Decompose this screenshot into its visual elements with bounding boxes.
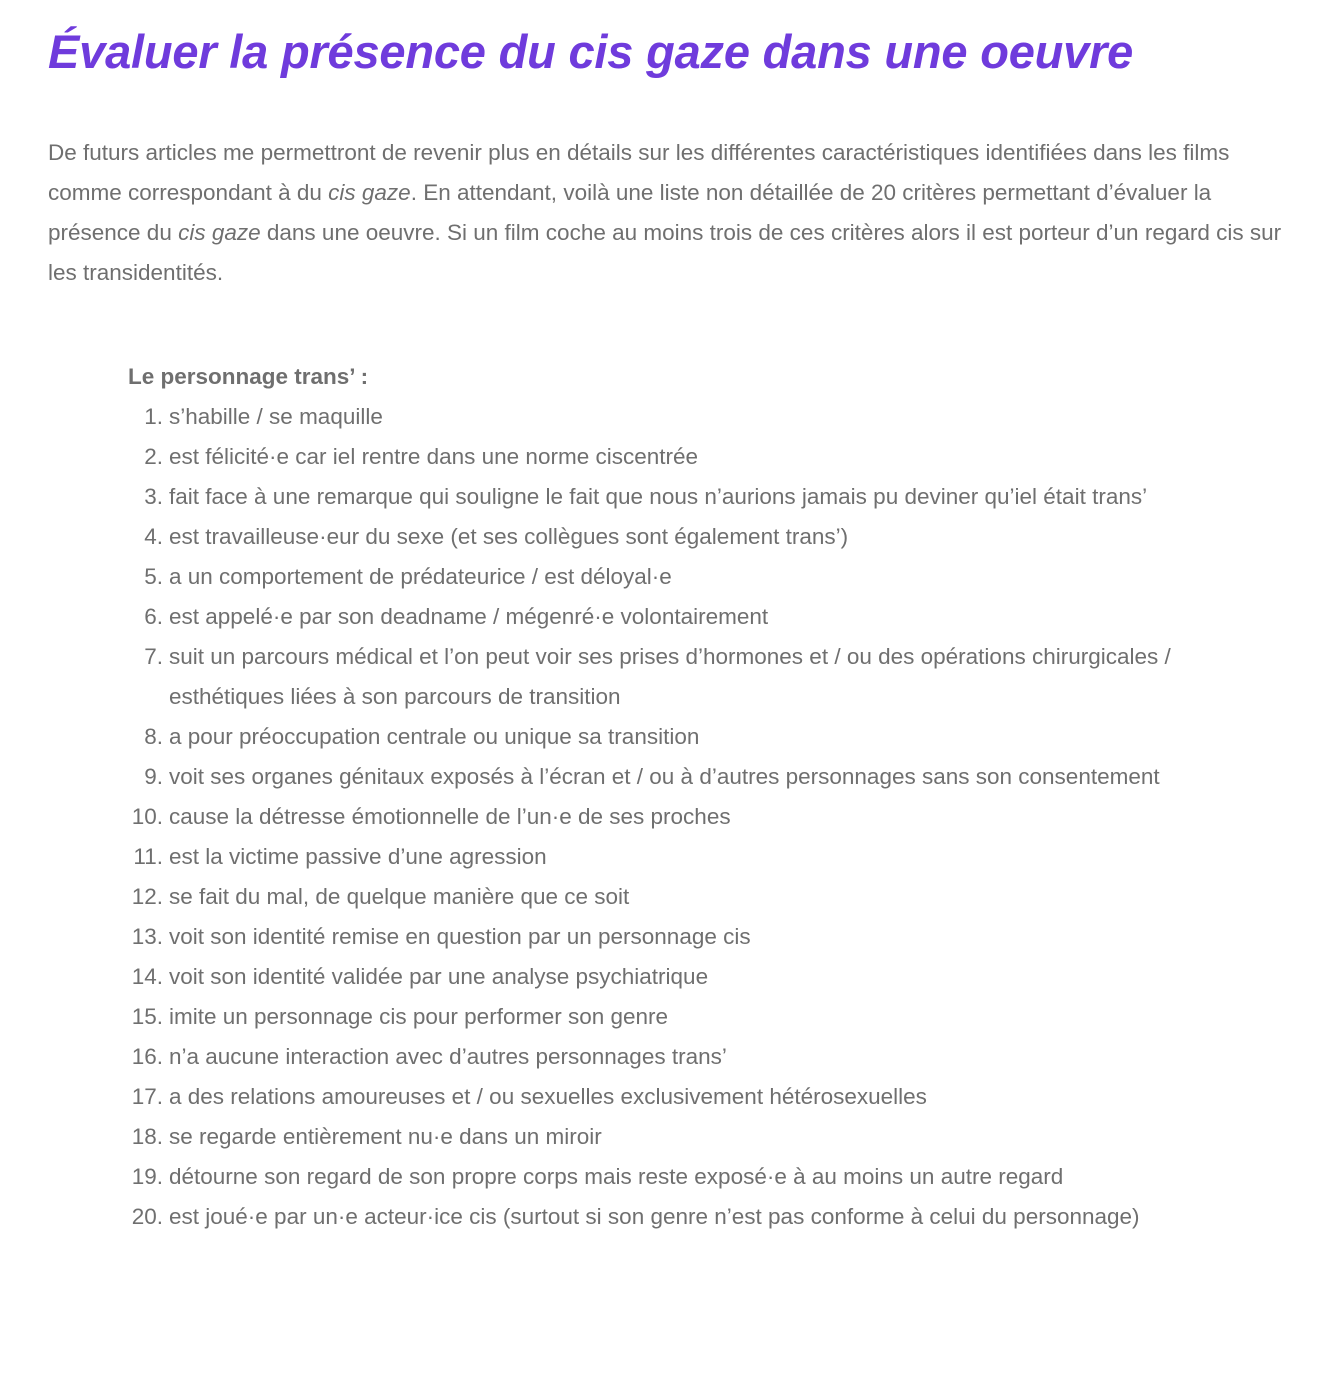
list-item <box>128 517 1228 557</box>
list-item-number: 16. <box>131 1044 163 1069</box>
list-item <box>128 957 1228 997</box>
list-item-text: n’a aucune interaction avec d’autres personnages trans’ <box>169 1044 727 1069</box>
criteria-heading: Le personnage trans’ : <box>128 364 369 389</box>
list-item-number: 4. <box>144 524 163 549</box>
list-item-text: a des relations amoureuses et / ou sexuelles exclusivement hétérosexuelles <box>169 1084 927 1109</box>
list-item <box>128 917 1228 957</box>
intro-text-1: De futurs articles me permettront de revenir plus en détails sur les différentes caractéristiques identifiées dans les films comme correspondant à du <box>48 140 1230 205</box>
intro-text-2: . En attendant, voilà une liste non détaillée de 20 critères permettant d’évaluer la présence du <box>48 180 1212 245</box>
list-item-text: a pour préoccupation centrale ou unique sa transition <box>169 724 700 749</box>
list-item-number: 6. <box>144 604 163 629</box>
intro-text-3: dans une oeuvre. Si un film coche au moins trois de ces critères alors il est porteur d’un regard cis sur les transidentités. <box>48 220 1282 285</box>
list-item-number: 15. <box>131 1004 163 1029</box>
list-item-text: est appelé·e par son deadname / mégenré·e volontairement <box>169 604 769 629</box>
list-item <box>128 437 1228 477</box>
list-item <box>128 1117 1228 1157</box>
list-item-number: 17. <box>131 1084 163 1109</box>
list-item-number: 8. <box>144 724 163 749</box>
list-item-text: s’habille / se maquille <box>169 404 383 429</box>
list-item-number: 1. <box>144 404 163 429</box>
list-item-text: imite un personnage cis pour performer son genre <box>169 1004 669 1029</box>
list-item <box>128 797 1228 837</box>
page-title: Évaluer la présence du cis gaze dans une oeuvre <box>48 25 1134 78</box>
list-item-text: est travailleuse·eur du sexe (et ses collègues sont également trans’) <box>169 524 849 549</box>
list-item-text: détourne son regard de son propre corps mais reste exposé·e à au moins un autre regard <box>169 1164 1064 1189</box>
list-item <box>128 1037 1228 1077</box>
intro-paragraph <box>48 133 1288 293</box>
list-item-number: 19. <box>131 1164 163 1189</box>
intro-emphasis-2: cis gaze <box>178 220 261 245</box>
list-item-number: 2. <box>144 444 163 469</box>
list-item <box>128 997 1228 1037</box>
list-item-text: voit son identité validée par une analyse psychiatrique <box>169 964 709 989</box>
list-item <box>128 637 1228 717</box>
list-item-text: est la victime passive d’une agression <box>169 844 547 869</box>
list-item <box>128 597 1228 637</box>
list-item-number: 14. <box>131 964 163 989</box>
list-item-text: est félicité·e car iel rentre dans une norme ciscentrée <box>169 444 699 469</box>
criteria-section <box>128 357 1228 1237</box>
list-item-text: cause la détresse émotionnelle de l’un·e de ses proches <box>169 804 731 829</box>
list-item-number: 18. <box>131 1124 163 1149</box>
list-item <box>128 1077 1228 1117</box>
list-item-number: 5. <box>144 564 163 589</box>
list-item-text: fait face à une remarque qui souligne le fait que nous n’aurions jamais pu deviner qu’iel était trans’ <box>169 484 1148 509</box>
list-item-number: 10. <box>131 804 163 829</box>
list-item <box>128 877 1228 917</box>
criteria-list <box>128 397 1228 1237</box>
list-item <box>128 1157 1228 1197</box>
list-item <box>128 837 1228 877</box>
list-item-text: est joué·e par un·e acteur·ice cis (surtout si son genre n’est pas conforme à celui du personnage) <box>169 1204 1140 1229</box>
list-item <box>128 397 1228 437</box>
list-item <box>128 717 1228 757</box>
list-item-number: 3. <box>144 484 163 509</box>
list-item-number: 13. <box>131 924 163 949</box>
list-item <box>128 1197 1228 1237</box>
list-item-number: 20. <box>131 1204 163 1229</box>
list-item-text: voit son identité remise en question par un personnage cis <box>169 924 751 949</box>
list-item <box>128 757 1228 797</box>
list-item-text: a un comportement de prédateurice / est déloyal·e <box>169 564 672 589</box>
intro-emphasis-1: cis gaze <box>328 180 411 205</box>
list-item-number: 7. <box>144 644 163 669</box>
list-item-number: 12. <box>131 884 163 909</box>
list-item-number: 11. <box>133 844 163 869</box>
list-item-text: suit un parcours médical et l’on peut voir ses prises d’hormones et / ou des opérations chirurgicales / esthétiques liées à son parcours de transition <box>169 644 1171 709</box>
list-item <box>128 477 1228 517</box>
list-item-number: 9. <box>144 764 163 789</box>
list-item-text: se regarde entièrement nu·e dans un miroir <box>169 1124 602 1149</box>
list-item-text: se fait du mal, de quelque manière que ce soit <box>169 884 630 909</box>
list-item-text: voit ses organes génitaux exposés à l’écran et / ou à d’autres personnages sans son consentement <box>169 764 1160 789</box>
list-item <box>128 557 1228 597</box>
